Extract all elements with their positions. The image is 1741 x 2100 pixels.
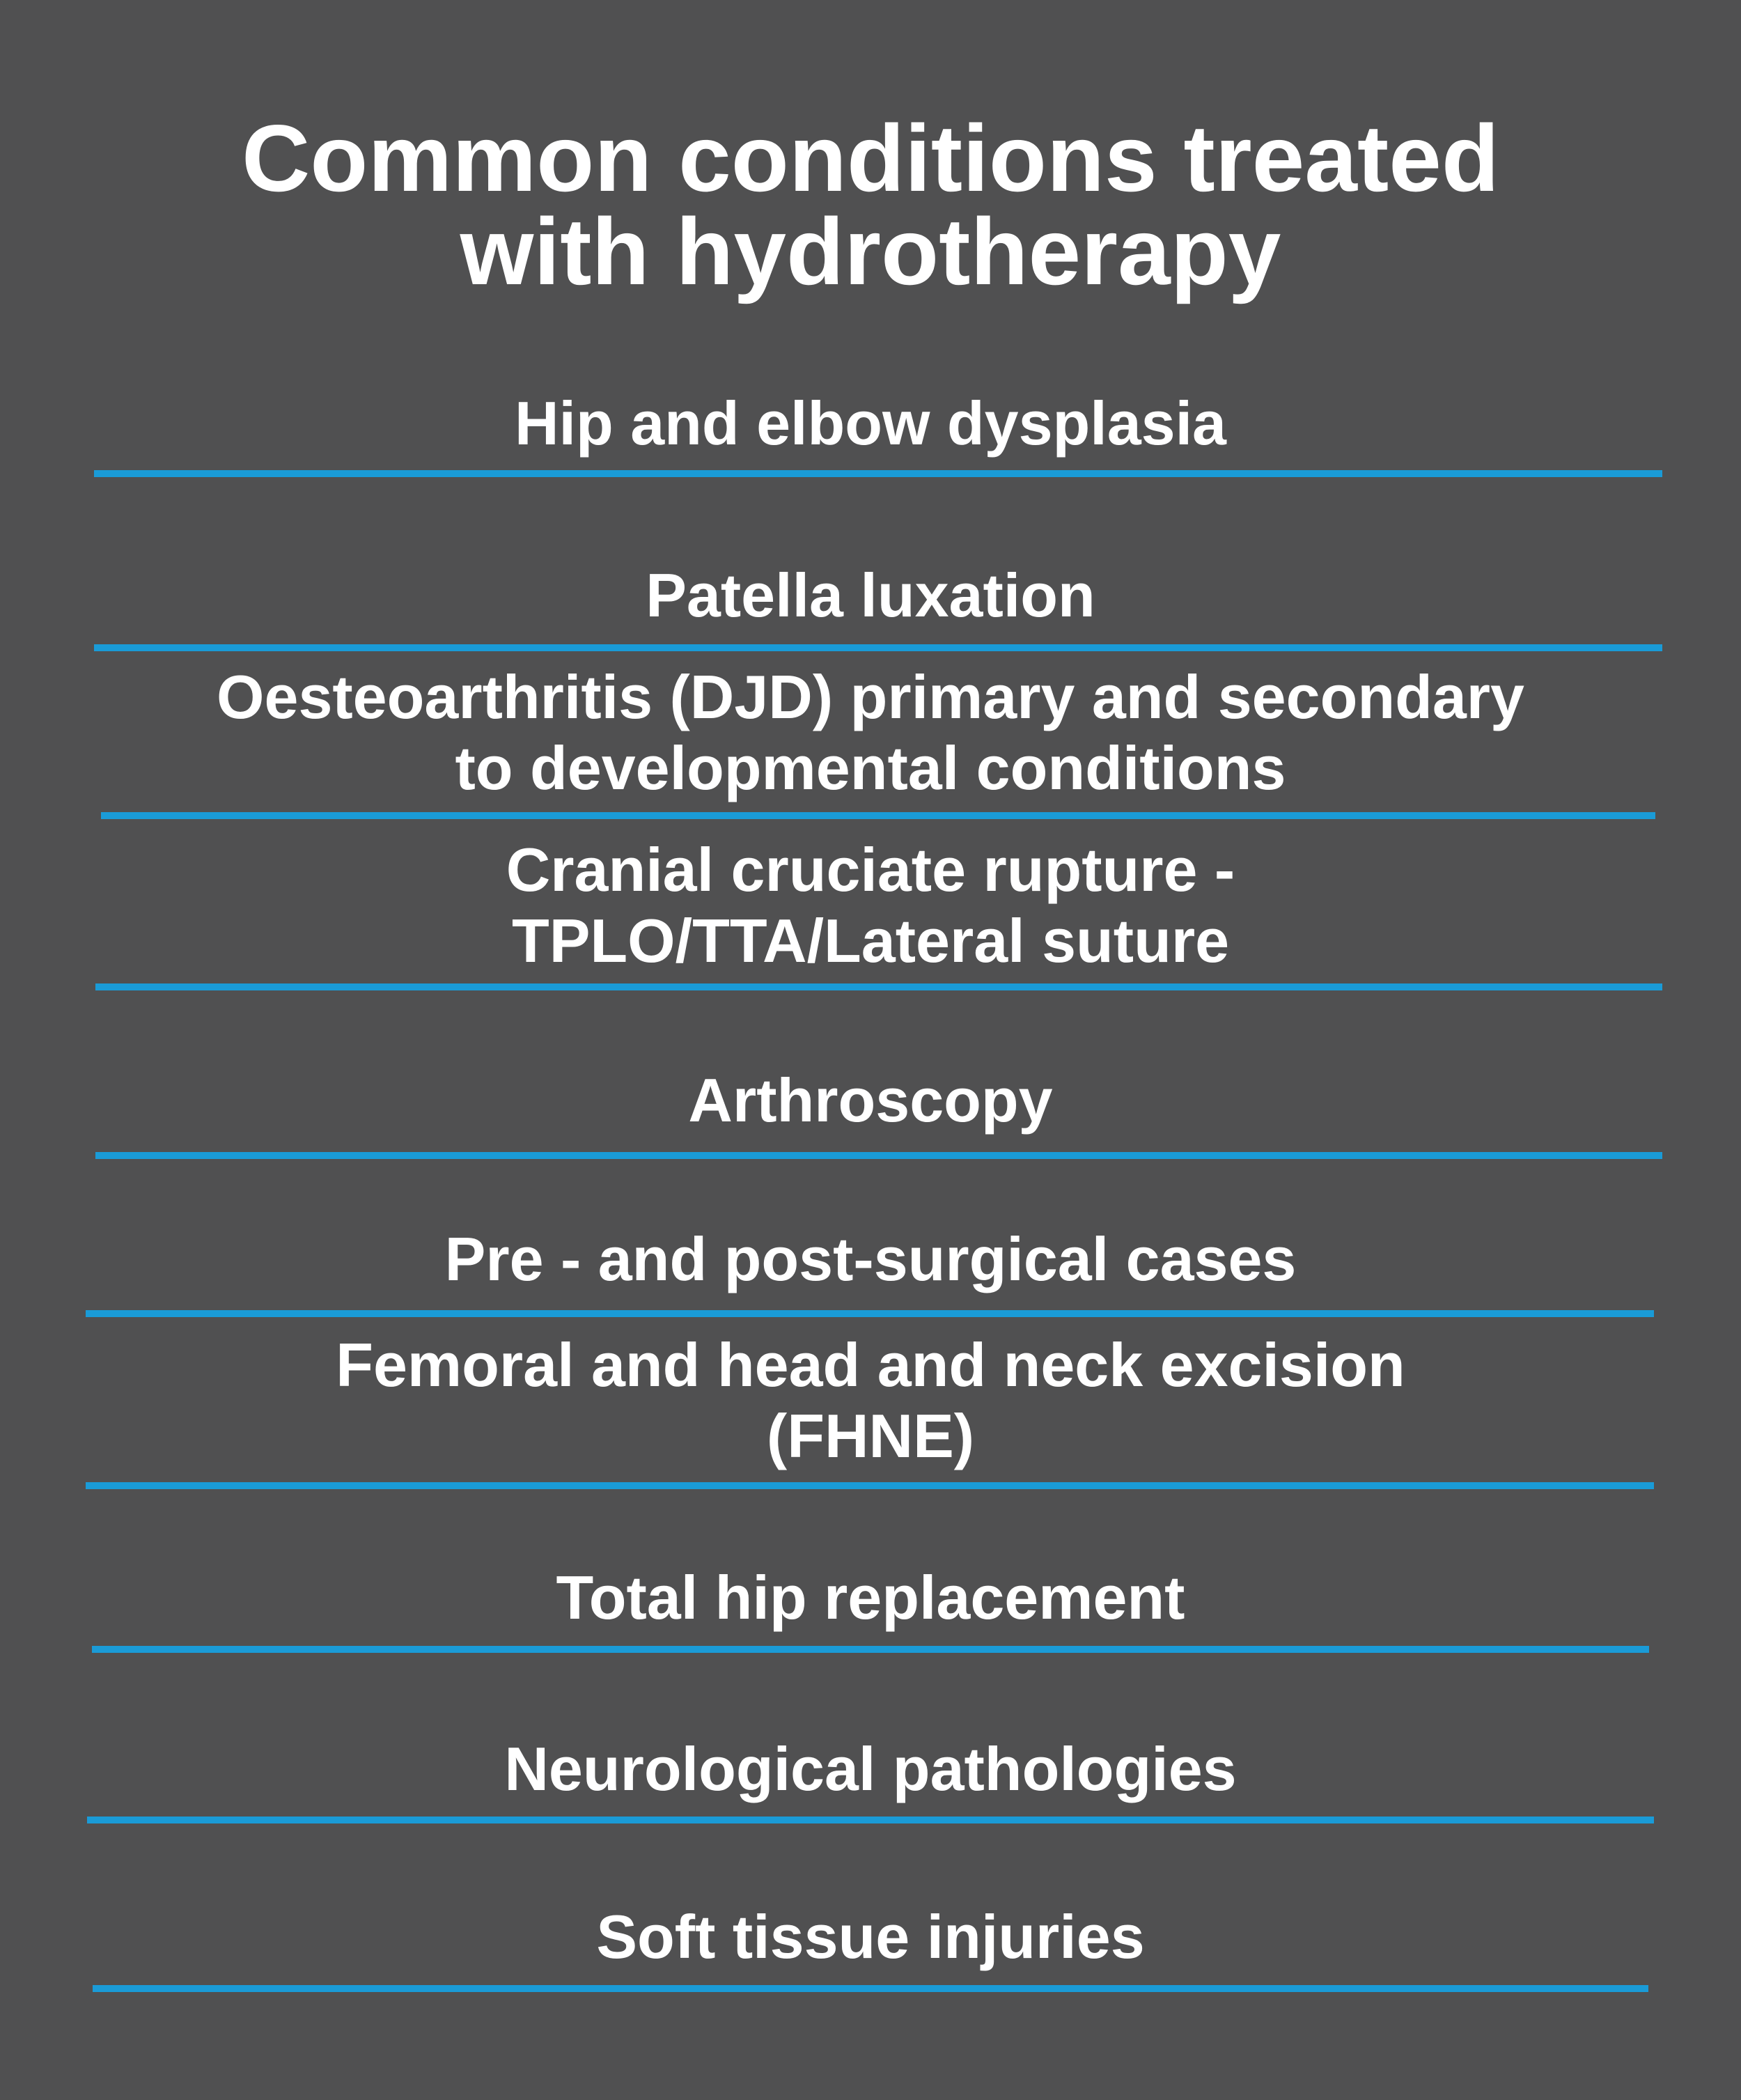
divider: [101, 812, 1655, 819]
divider: [95, 1152, 1662, 1159]
condition-label-line-1: Oesteoarthritis (DJD) primary and secondary: [217, 662, 1524, 731]
condition-fhne: [84, 1330, 1657, 1472]
divider: [86, 1482, 1654, 1489]
condition-label: Pre - and post-surgical cases: [444, 1224, 1297, 1293]
condition-patella-luxation: [84, 560, 1657, 631]
divider: [87, 1817, 1654, 1823]
condition-label: Soft tissue injuries: [596, 1902, 1145, 1971]
condition-soft-tissue-injuries: [84, 1901, 1657, 1973]
condition-pre-post-surgical: [84, 1224, 1657, 1295]
title-line-2: with hydrotherapy: [460, 199, 1281, 304]
divider: [94, 644, 1662, 651]
condition-label: Total hip replacement: [556, 1563, 1185, 1632]
condition-neurological-pathologies: [84, 1734, 1657, 1805]
condition-arthroscopy: [84, 1065, 1657, 1136]
condition-total-hip-replacement: [84, 1562, 1657, 1633]
divider: [94, 470, 1662, 477]
condition-label-line-2: TPLO/TTA/Lateral suture: [511, 906, 1230, 975]
condition-label-line-2: (FHNE): [766, 1401, 975, 1470]
divider: [86, 1310, 1654, 1317]
page-title: [0, 105, 1741, 304]
divider: [95, 983, 1662, 990]
divider: [92, 1646, 1649, 1653]
condition-label: Neurological pathologies: [504, 1734, 1237, 1803]
condition-osteoarthritis: [84, 662, 1657, 804]
condition-label: Hip and elbow dysplasia: [514, 389, 1226, 458]
condition-label-line-1: Cranial cruciate rupture -: [506, 835, 1235, 904]
divider: [93, 1985, 1648, 1992]
condition-label-line-2: to developmental conditions: [455, 733, 1286, 802]
condition-hip-elbow-dysplasia: [84, 388, 1657, 459]
condition-cranial-cruciate-rupture: [84, 834, 1657, 977]
title-line-1: Common conditions treated: [242, 105, 1499, 211]
condition-label: Patella luxation: [646, 561, 1095, 630]
condition-label: Arthroscopy: [688, 1066, 1053, 1135]
condition-label-line-1: Femoral and head and neck excision: [336, 1330, 1405, 1399]
